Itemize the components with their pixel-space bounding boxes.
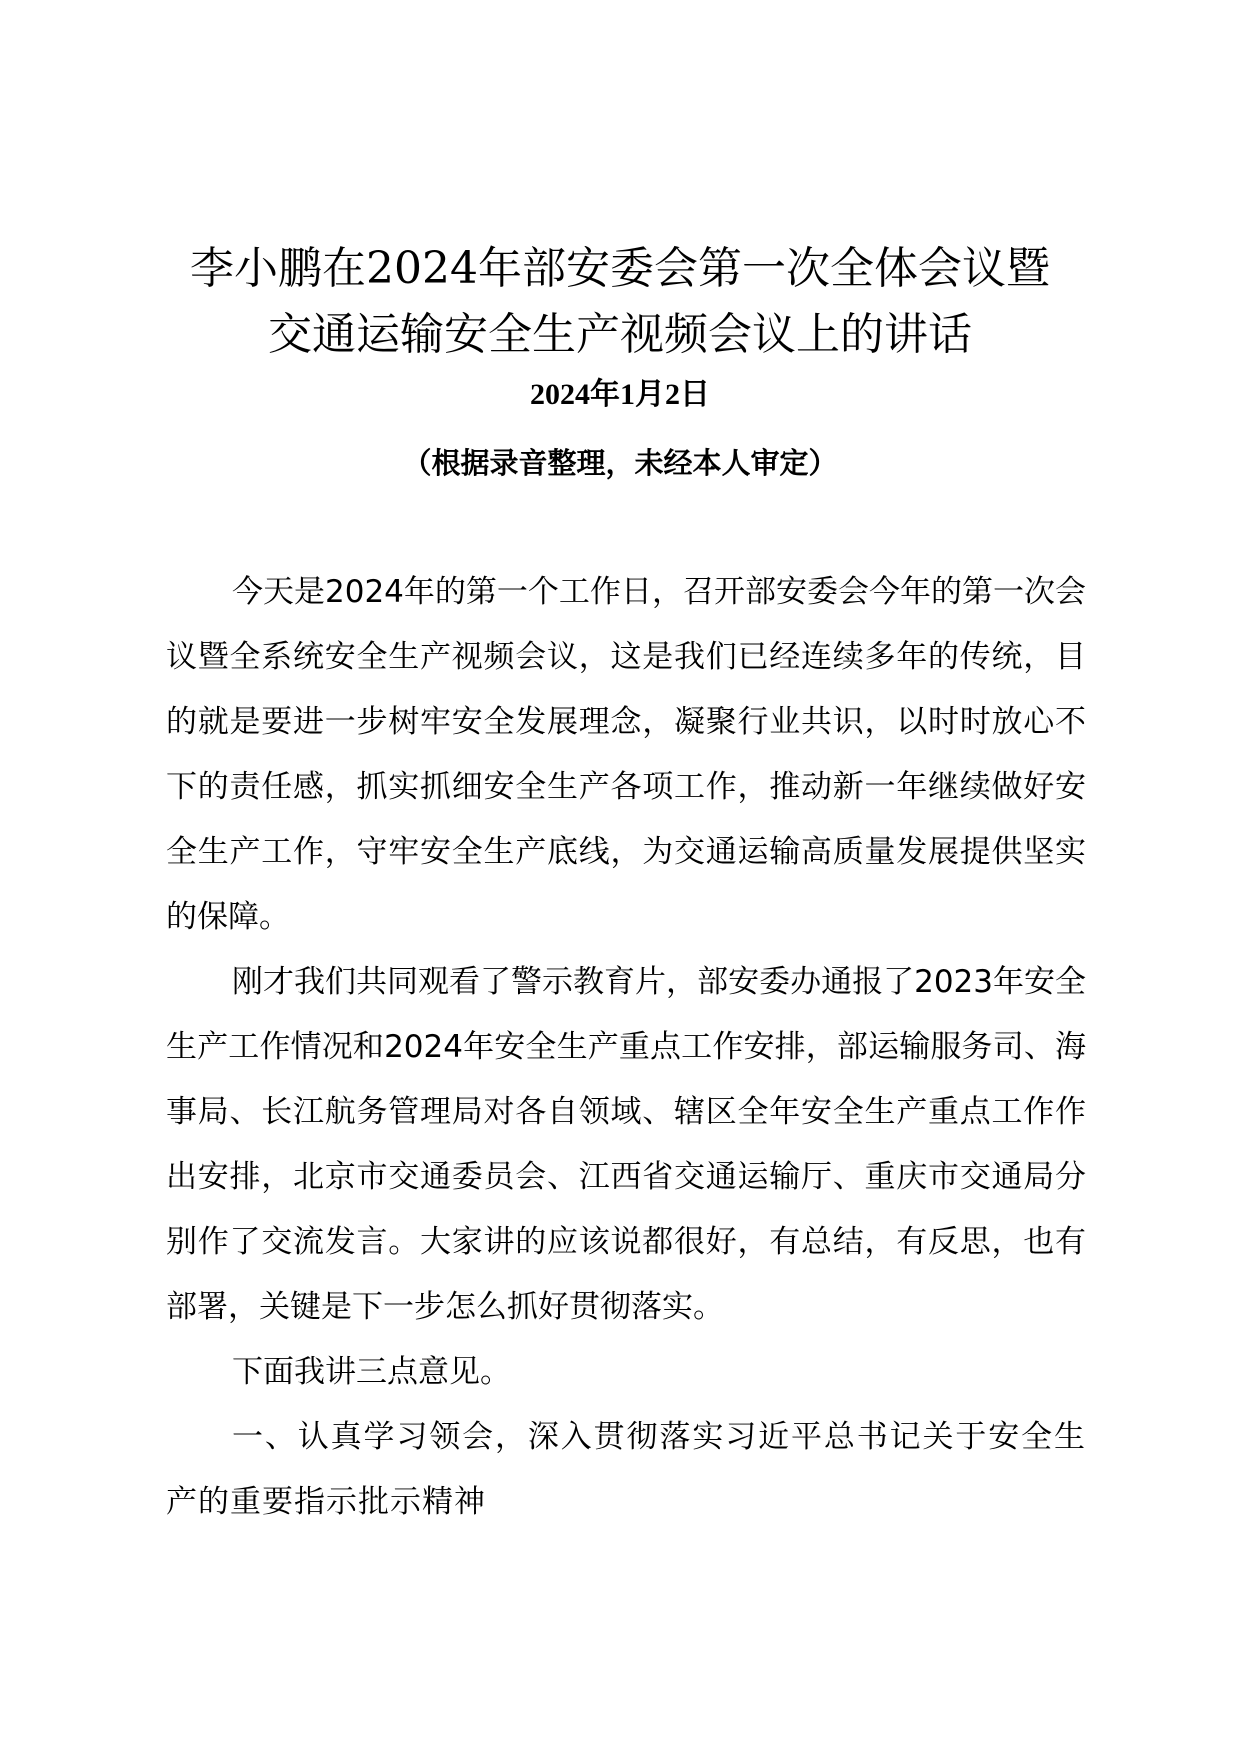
- document-date: 2024年1月2日: [530, 378, 710, 411]
- paragraph-2: 刚才我们共同观看了警示教育片，部安委办通报了2023年安全生产工作情况和2024年安全生产重点工作安排，部运输服务司、海事局、长江航务管理局对各自领域、辖区全年安全生产重点工作作出安排，北京市交通委员会、江西省交通运输厅、重庆市交通局分别作了交流发言。大家讲的应该说都很好，有总结，有反思，也有部署，关键是下一步怎么抓好贯彻落实。: [166, 964, 1086, 1325]
- section-heading-1: 一、认真学习领会，深入贯彻落实习近平总书记关于安全生产的重要指示批示精神: [166, 1419, 1086, 1520]
- document-title: [0, 236, 1240, 368]
- title-line-2: 交通运输安全生产视频会议上的讲话: [268, 309, 972, 360]
- paragraph-1: 今天是2024年的第一个工作日，召开部安委会今年的第一次会议暨全系统安全生产视频会议，这是我们已经连续多年的传统，目的就是要进一步树牢安全发展理念，凝聚行业共识，以时时放心不下的责任感，抓实抓细安全生产各项工作，推动新一年继续做好安全生产工作，守牢安全生产底线，为交通运输高质量发展提供坚实的保障。: [166, 574, 1086, 935]
- document-note: （根据录音整理，未经本人审定）: [402, 446, 838, 480]
- title-line-1: 李小鹏在2024年部安委会第一次全体会议暨: [190, 243, 1050, 294]
- document-body: [166, 560, 1086, 1535]
- paragraph-3: 下面我讲三点意见。: [232, 1354, 511, 1390]
